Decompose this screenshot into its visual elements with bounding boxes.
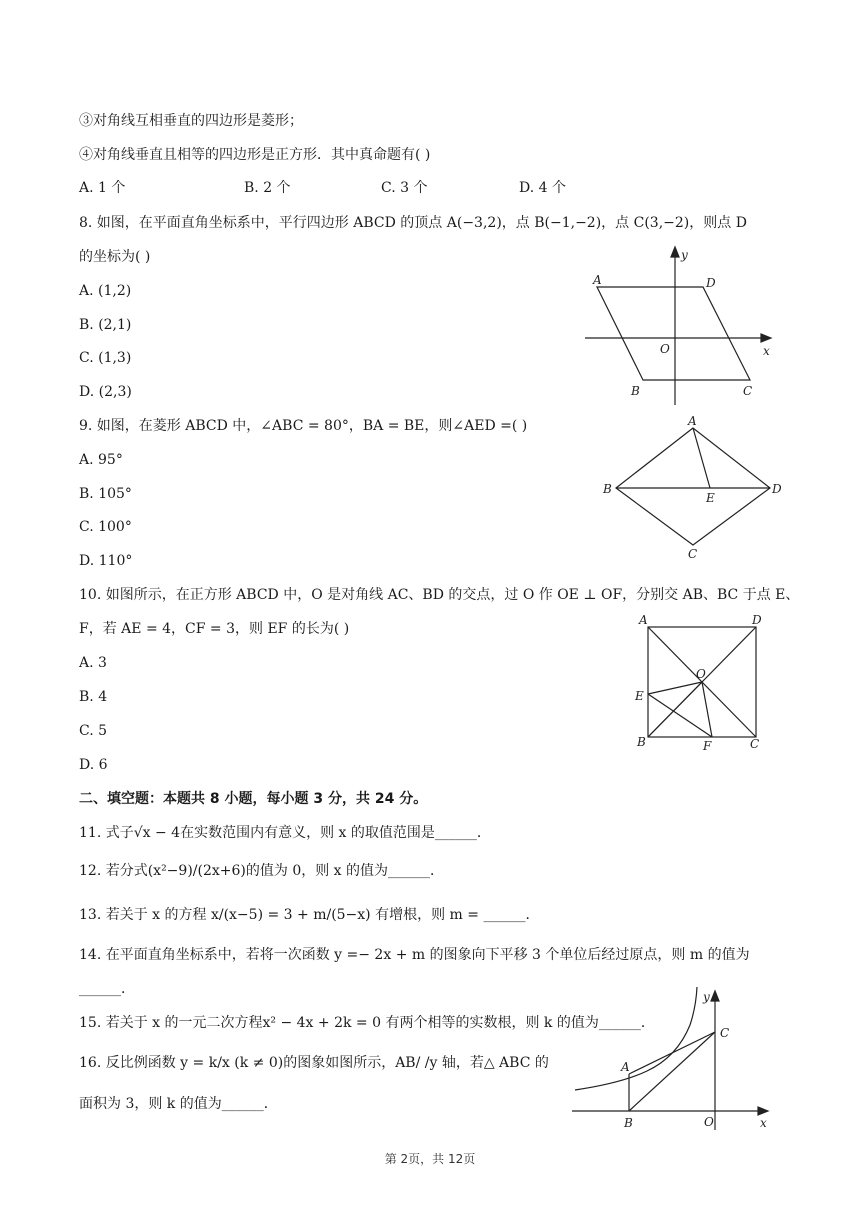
q10-option-d: D. 6: [79, 757, 108, 773]
q10-option-a: A. 3: [79, 655, 107, 671]
label-b: B: [631, 384, 640, 398]
q15-text: 15. 若关于 x 的一元二次方程x² − 4x + 2k = 0 有两个相等的实数根，则 k 的值为______．: [79, 1015, 655, 1031]
label-a: A: [688, 414, 697, 428]
q9-option-b: B. 105°: [79, 486, 132, 502]
label-c: C: [688, 547, 698, 561]
q7-option-b: B. 2 个: [244, 180, 291, 196]
parallelogram-abcd: [597, 287, 750, 380]
segment-ae: [693, 428, 710, 488]
q14-text-line2: ______．: [79, 981, 135, 997]
q8-parallelogram-figure: [585, 245, 780, 405]
y-axis-arrow: [671, 247, 679, 257]
q8-option-d: D. (2,3): [79, 384, 132, 400]
label-c: C: [750, 737, 760, 751]
label-a: A: [621, 1060, 630, 1074]
label-y: y: [681, 248, 688, 262]
segment-ob: [648, 682, 702, 737]
q10-square-figure: [630, 612, 770, 752]
q7-option-a: A. 1 个: [79, 180, 126, 196]
y-axis-arrow: [711, 991, 719, 1001]
q16-hyperbola-figure: [572, 985, 772, 1130]
q8-option-c: C. (1,3): [79, 350, 132, 366]
label-c: C: [720, 1026, 730, 1040]
q9-option-d: D. 110°: [79, 553, 133, 569]
q10-option-c: C. 5: [79, 723, 108, 739]
label-d: D: [752, 613, 762, 627]
label-o: O: [704, 1115, 714, 1129]
q8-option-b: B. (2,1): [79, 317, 132, 333]
segment-bc: [629, 1032, 715, 1111]
q11-text: 11. 式子√x − 4在实数范围内有意义，则 x 的取值范围是______．: [79, 825, 491, 841]
statement-4: ④对角线垂直且相等的四边形是正方形．其中真命题有( ): [79, 147, 431, 163]
q12-text: 12. 若分式(x²−9)/(2x+6)的值为 0，则 x 的值为______．: [79, 863, 445, 879]
q10-text-line2: F，若 AE = 4，CF = 3，则 EF 的长为( ): [79, 621, 350, 637]
q10-text-line1: 10. 如图所示，在正方形 ABCD 中，O 是对角线 AC、BD 的交点，过 O 作 OE ⊥ OF，分别交 AB、BC 于点 E、: [79, 587, 800, 603]
label-o: O: [696, 667, 706, 681]
label-f: F: [703, 739, 712, 753]
statement-3: ③对角线互相垂直的四边形是菱形；: [79, 113, 303, 129]
x-axis-arrow: [758, 1107, 768, 1115]
q10-option-b: B. 4: [79, 689, 108, 705]
label-d: D: [706, 276, 716, 290]
label-e: E: [635, 689, 644, 703]
q9-option-c: C. 100°: [79, 519, 132, 535]
label-b: B: [637, 735, 646, 749]
label-a: A: [639, 613, 648, 627]
label-b: B: [624, 1116, 633, 1130]
section-heading: 二、填空题：本题共 8 小题，每小题 3 分，共 24 分。: [79, 791, 428, 807]
label-b: B: [603, 482, 612, 496]
q8-option-a: A. (1,2): [79, 283, 132, 299]
label-y: y: [703, 990, 710, 1004]
q9-text: 9. 如图，在菱形 ABCD 中，∠ABC = 80°，BA = BE，则∠AED =( ): [79, 418, 528, 434]
q8-text-line1: 8. 如图，在平面直角坐标系中，平行四边形 ABCD 的顶点 A(−3,2)，点 B(−1,−2)，点 C(3,−2)，则点 D: [79, 215, 747, 231]
segment-ef: [648, 694, 712, 737]
q16-text-line1: 16. 反比例函数 y = k/x (k ≠ 0)的图象如图所示，AB/ /y 轴，若△ ABC 的: [79, 1055, 549, 1071]
label-c: C: [743, 384, 753, 398]
q16-text-line2: 面积为 3，则 k 的值为______．: [79, 1096, 278, 1112]
label-x: x: [763, 344, 770, 358]
hyperbola-curve: [575, 987, 697, 1090]
label-e: E: [706, 491, 715, 505]
q7-option-c: C. 3 个: [381, 180, 428, 196]
label-x: x: [760, 1116, 767, 1130]
label-d: D: [772, 482, 782, 496]
page-footer: 第 2页，共 12页: [384, 1152, 476, 1166]
q9-rhombus-figure: [600, 413, 815, 563]
label-a: A: [593, 273, 602, 287]
q8-text-line2: 的坐标为( ): [79, 249, 151, 265]
q9-option-a: A. 95°: [79, 452, 123, 468]
segment-ac: [629, 1032, 715, 1074]
q14-text-line1: 14. 在平面直角坐标系中，若将一次函数 y =− 2x + m 的图象向下平移 3 个单位后经过原点，则 m 的值为: [79, 947, 750, 963]
rhombus-abcd: [616, 428, 770, 545]
x-axis-arrow: [761, 334, 771, 342]
segment-oe: [648, 682, 702, 694]
label-o: O: [660, 342, 670, 356]
q13-text: 13. 若关于 x 的方程 x/(x−5) = 3 + m/(5−x) 有增根，则 m = ______．: [79, 907, 540, 923]
q7-option-d: D. 4 个: [519, 180, 566, 196]
